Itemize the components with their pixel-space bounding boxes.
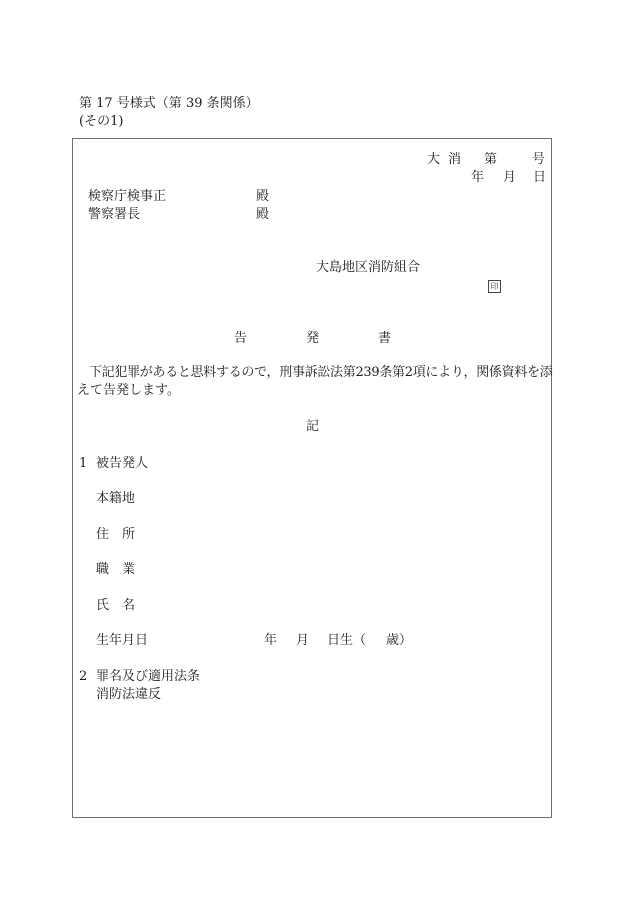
ki-label: 記 — [306, 419, 320, 434]
section1-number: 1 — [79, 456, 88, 471]
addressee-police: 警察署長 — [88, 207, 141, 222]
title-char-3: 書 — [378, 331, 392, 346]
section2-number: 2 — [79, 669, 88, 684]
title-char-1: 告 — [234, 331, 248, 346]
section2-label: 罪名及び適用法条 — [96, 669, 201, 684]
ref-go: 号 — [532, 152, 546, 167]
section1-label: 被告発人 — [96, 456, 149, 471]
birth-age: 歳） — [386, 633, 413, 648]
body-line-1: 下記犯罪があると思料するので，刑事訴訟法第239条第2項により，関係資料を添 — [89, 365, 553, 380]
body-line-2: えて告発します。 — [77, 383, 180, 398]
ref-prefix-1: 大 — [427, 152, 441, 167]
birth-year: 年 — [264, 633, 278, 648]
form-number: 第 17 号様式（第 39 条関係） — [79, 96, 259, 111]
field-birthdate-label: 生年月日 — [96, 633, 149, 648]
addressee-prosecutor-honorific: 殿 — [256, 189, 270, 204]
title-char-2: 発 — [306, 331, 320, 346]
field-honseki-label: 本籍地 — [96, 491, 136, 506]
birth-day: 日生（ — [327, 633, 367, 648]
seal-mark-wrap — [488, 278, 501, 294]
field-shokugyo-label: 職 業 — [96, 562, 136, 577]
ref-prefix-2: 消 — [448, 152, 462, 167]
birth-month: 月 — [296, 633, 310, 648]
date-day: 日 — [533, 170, 547, 185]
date-month: 月 — [503, 170, 517, 185]
document-frame — [72, 138, 552, 818]
date-year: 年 — [471, 170, 485, 185]
form-sub-number: (その1) — [79, 114, 124, 129]
seal-icon: 印 — [488, 280, 501, 293]
addressee-police-honorific: 殿 — [256, 207, 270, 222]
section2-value: 消防法違反 — [96, 687, 162, 702]
field-shimei-label: 氏 名 — [96, 598, 136, 613]
ref-dai: 第 — [484, 152, 498, 167]
addressee-prosecutor: 検察庁検事正 — [88, 189, 167, 204]
sender-name: 大島地区消防組合 — [316, 260, 421, 275]
field-jusho-label: 住 所 — [96, 527, 136, 542]
